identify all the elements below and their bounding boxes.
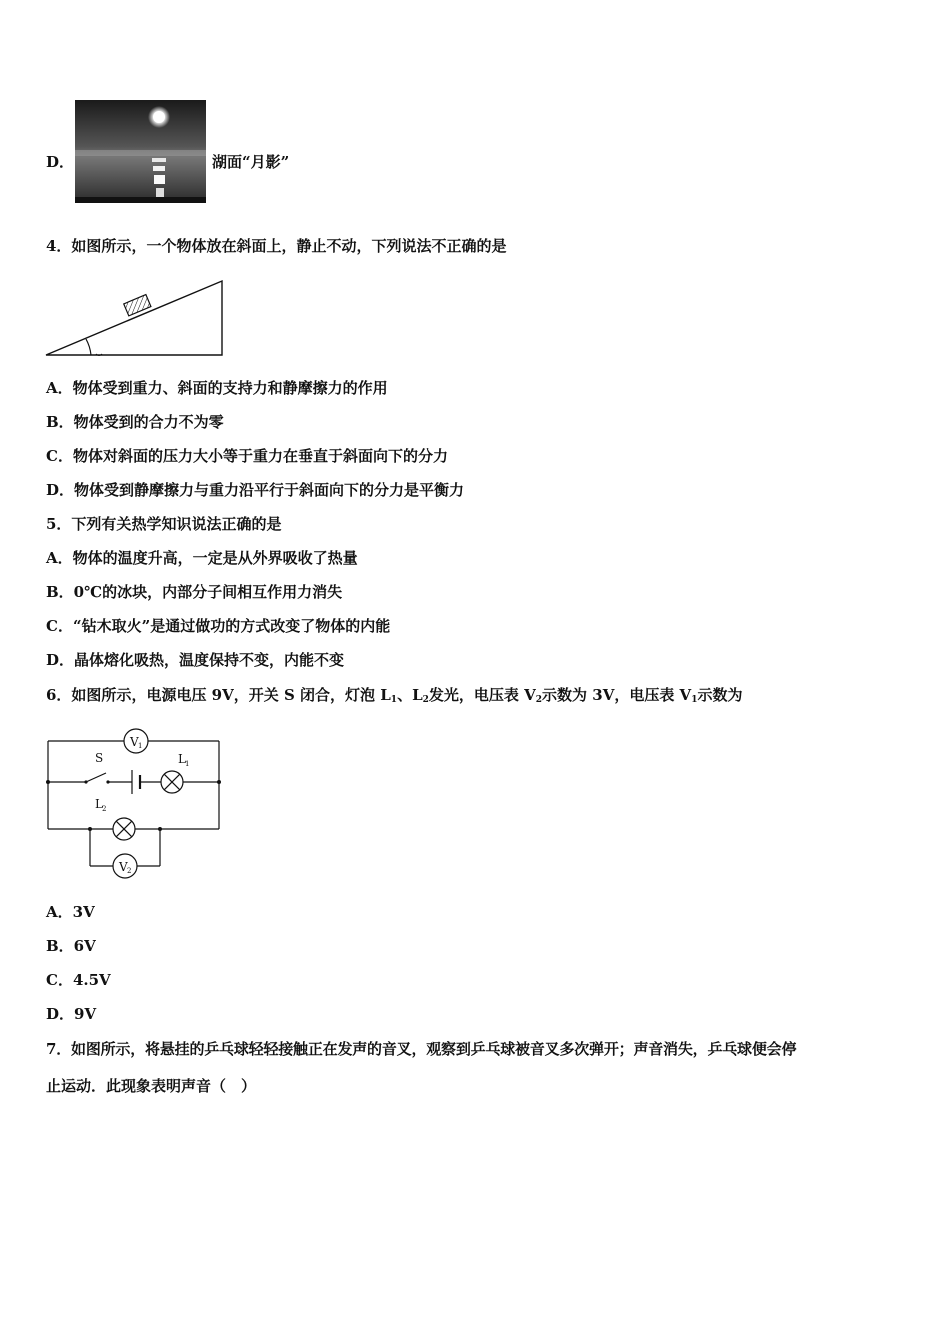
q4-stem: 4．如图所示，一个物体放在斜面上，静止不动，下列说法不正确的是 — [46, 237, 507, 255]
voltmeter-v2 — [113, 854, 137, 878]
q6-option-a: A．3V — [46, 903, 95, 921]
svg-text:2: 2 — [127, 867, 132, 875]
q5-option-c: C．“钻木取火”是通过做功的方式改变了物体的内能 — [46, 617, 391, 635]
svg-text:L: L — [178, 752, 186, 766]
q5-option-a: A．物体的温度升高，一定是从外界吸收了热量 — [46, 549, 358, 567]
incline-diagram — [44, 278, 229, 360]
q6-option-c: C．4.5V — [46, 971, 111, 989]
svg-text:2: 2 — [102, 805, 107, 813]
incline-triangle — [46, 281, 222, 355]
q6-option-d: D．9V — [46, 1005, 97, 1023]
q5-option-d: D．晶体熔化吸热，温度保持不变，内能不变 — [46, 651, 345, 669]
q4-option-c: C．物体对斜面的压力大小等于重力在垂直于斜面向下的分力 — [46, 447, 448, 465]
q6-option-b: B．6V — [46, 937, 96, 955]
moon-reflection-photo — [75, 100, 206, 203]
q4-option-d: D．物体受到静摩擦力与重力沿平行于斜面向下的分力是平衡力 — [46, 481, 465, 499]
lamp-l2 — [95, 797, 135, 840]
circuit-diagram — [42, 726, 226, 882]
q5-stem: 5．下列有关热学知识说法正确的是 — [46, 515, 282, 533]
svg-text:1: 1 — [185, 760, 190, 768]
q6-stem: 6．如图所示，电源电压 9V，开关 S 闭合，灯泡 $L_1$、$L_2$发光，电压表 $V_2$示数为 3V，电压表 $V_1$示数为 — [46, 686, 743, 705]
q5-option-b: B．0℃的冰块，内部分子间相互作用力消失 — [46, 583, 343, 601]
switch-blade — [86, 773, 106, 782]
svg-text:V: V — [119, 860, 128, 874]
svg-text:V: V — [130, 735, 139, 749]
voltmeter-v1 — [124, 729, 148, 753]
q7-stem-line1: 7．如图所示，将悬挂的乒乓球轻轻接触正在发声的音叉，观察到乒乓球被音叉多次弹开；声音消失，乒乓球便会停 — [46, 1040, 797, 1058]
angle-arc — [86, 339, 91, 355]
q3-option-d-label: D． — [46, 153, 75, 171]
q4-option-b: B．物体受到的合力不为零 — [46, 413, 224, 431]
q3-option-d-caption: 湖面“月影” — [212, 153, 290, 171]
svg-text:1: 1 — [138, 742, 143, 750]
q4-option-a: A．物体受到重力、斜面的支持力和静摩擦力的作用 — [46, 379, 388, 397]
q7-stem-line2: 止运动．此现象表明声音（ ） — [46, 1077, 257, 1095]
lamp-l1 — [161, 752, 189, 793]
switch-s-label: S — [95, 751, 104, 765]
svg-text:L: L — [95, 797, 103, 811]
